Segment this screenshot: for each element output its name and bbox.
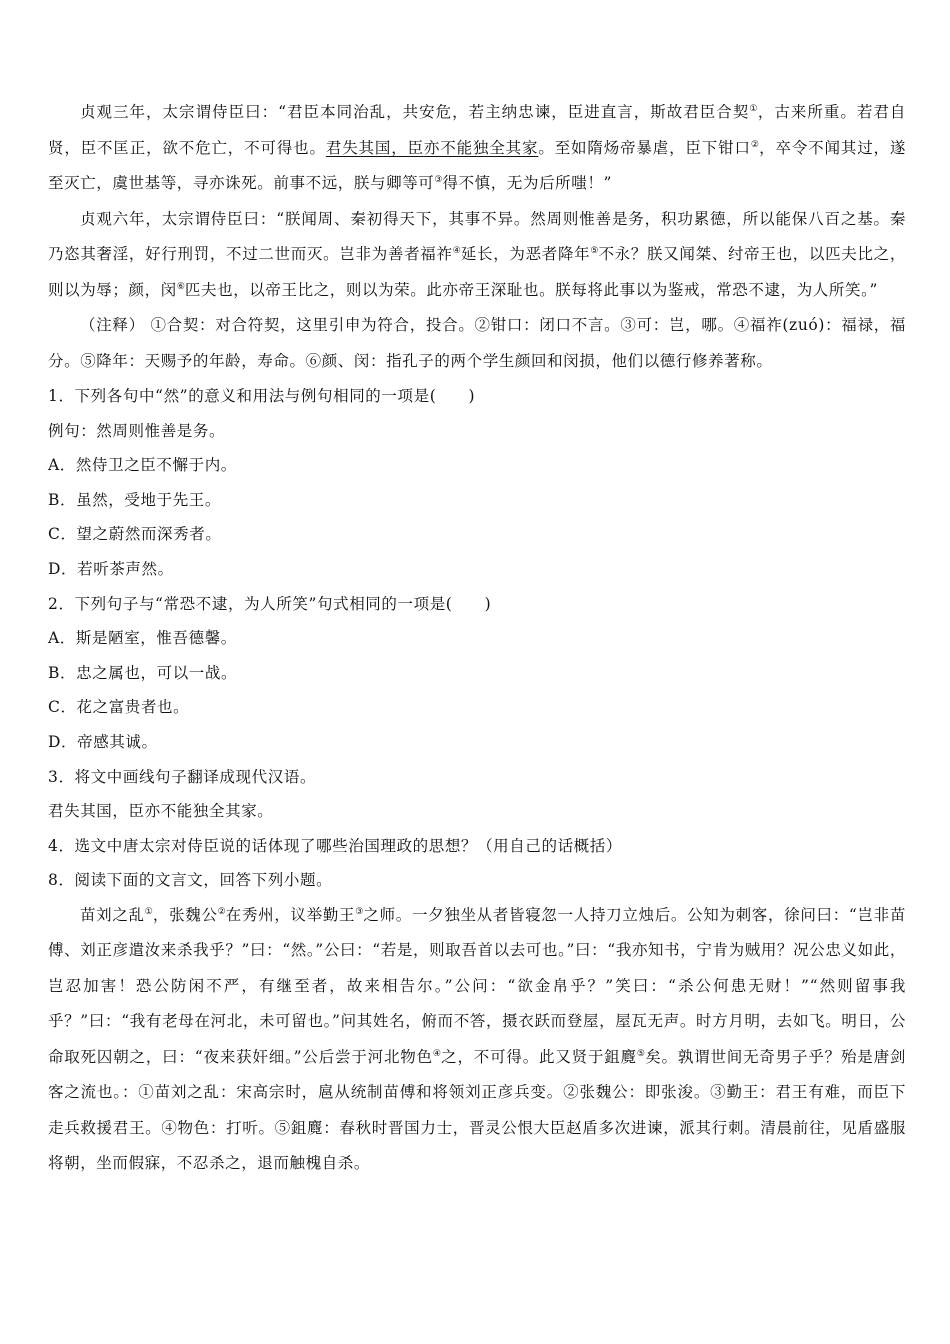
option-b: B．忠之属也，可以一战。 xyxy=(48,663,238,682)
footnote-ref: ① xyxy=(144,906,153,917)
passage2-paragraph xyxy=(48,898,906,1182)
passage1-paragraph1 xyxy=(48,95,906,202)
option-b: B．虽然，受地于先王。 xyxy=(48,490,221,509)
question-8: 8．阅读下面的文言文，回答下列小题。 xyxy=(48,871,333,890)
question-2: 2．下列句子与“常恐不逮，为人所笑”句式相同的一项是( ) xyxy=(48,594,492,613)
option-d: D．帝感其诚。 xyxy=(48,732,158,751)
text: ，卒令不闻其过，遂至灭亡，虞世基等，寻亦诛死。前事不远，朕与卿等可 xyxy=(48,138,906,192)
text: 贞观六年，太宗谓侍臣曰：“朕闻周、秦初得天下，其事不异。然周则惟善是务，积功累德，所以能保八百之基。秦乃恣其奢淫，好行刑罚，不过二世而灭。岂非为善者福祚 xyxy=(48,209,906,263)
translation-sentence: 君失其国，臣亦不能独全其家。 xyxy=(48,802,274,821)
footnote-ref: ③ xyxy=(355,906,364,917)
text: 匹夫也，以帝王比之，则以为荣。此亦帝王深耻也。朕每将此事以为鉴戒，常恐不逮，为人所笑。” xyxy=(184,280,878,299)
question-4: 4．选文中唐太宗对侍臣说的话体现了哪些治国理政的思想？（用自己的话概括） xyxy=(48,836,622,855)
option-a: A．斯是陋室，惟吾德馨。 xyxy=(48,629,237,648)
passage1-paragraph2 xyxy=(48,202,906,309)
example-sentence: 例句：然周则惟善是务。 xyxy=(48,421,226,440)
footnote-ref: ⑤ xyxy=(636,1048,646,1059)
footnote-ref: ② xyxy=(217,906,226,917)
footnote-ref: ③ xyxy=(434,175,443,185)
text: 之师。一夕独坐从者皆寝忽一人持刀立烛后。公知为刺客，徐问曰：“岂非苗傅、刘正彦遣汝来杀我乎？”曰：“然。”公曰：“若是，则取吾首以去可也。”曰：“我亦知书，宁肯为贼用？况公忠义如此，岂忍加害！恐公防闲不严，有继至者，故来相告尔。”公问：“欲金帛乎？”笑曰：“杀公何患无财！”“然则留事我乎？”曰：“我有老母在河北，未可留也。”问其姓名，俯而不答，摄衣跃而登屋，屋瓦无声。时方月明，去如飞。明日，公命取死囚朝之，曰：“夜来获奸细。”公后尝于河北物色 xyxy=(48,905,906,1066)
document-page xyxy=(48,95,906,1182)
footnote-ref: ④ xyxy=(452,246,461,256)
footnote-ref: ② xyxy=(750,139,760,150)
passage1-notes: （注释） ①合契：对合符契，这里引申为符合，投合。②钳口：闭口不言。③可：岂，哪。④福祚(zuó)：福禄，福分。⑤降年：天赐予的年龄，寿命。⑥颜、闵：指孔子的两个学生颜回和闵损，他们以德行修养著称。 xyxy=(48,316,906,370)
question-1: 1．下列各句中“然”的意义和用法与例句相同的一项是( ) xyxy=(48,387,476,405)
text: ，古来所重。若君自贤，臣不匡正，欲不危亡，不可得也。 xyxy=(48,103,906,157)
text: 贞观三年，太宗谓侍臣曰：“君臣本同治乱，共安危，若主纳忠谏，臣进直言，斯故君臣合契 xyxy=(80,103,750,121)
footnote-ref: ⑤ xyxy=(590,246,599,256)
underlined-sentence: 君失其国，臣亦不能独全其家 xyxy=(325,138,539,157)
footnote-ref: ④ xyxy=(432,1048,442,1059)
footnote-ref: ⑥ xyxy=(176,281,185,292)
footnote-ref: ① xyxy=(749,104,758,114)
text: 延长，为恶者降年 xyxy=(460,245,591,263)
text: 。至如隋炀帝暴虐，臣下钳口 xyxy=(538,138,751,157)
text: ，张魏公 xyxy=(152,905,218,924)
option-d: D．若听茶声然。 xyxy=(48,559,174,578)
text: 在秀州，议举勤王 xyxy=(225,905,356,924)
text: 之，不可得。此又贤于鉏麑 xyxy=(441,1047,637,1066)
text: 苗刘之乱 xyxy=(80,905,145,924)
text: 得不慎，无为后所嗤！” xyxy=(442,174,613,192)
text: 不永？朕又闻桀、纣帝王也，以匹夫比之，则以为辱；颜，闵 xyxy=(48,245,906,299)
option-a: A．然侍卫之臣不懈于内。 xyxy=(48,456,237,475)
option-c: C．花之富贵者也。 xyxy=(48,698,190,717)
text: 矣。孰谓世间无奇男子乎？殆是唐剑客之流也。：①苗刘之乱：宋高宗时，扈从统制苗傅和将领刘正彦兵变。②张魏公：即张浚。③勤王：君王有难，而臣下走兵救援君王。④物色：打听。⑤鉏麑：春秋时晋国力士，晋灵公恨大臣赵盾多次进谏，派其行刺。清晨前往，见盾盛服将朝，坐而假寐，不忍杀之，退而触槐自杀。 xyxy=(48,1047,906,1173)
question-3: 3．将文中画线句子翻译成现代汉语。 xyxy=(48,767,317,786)
option-c: C．望之蔚然而深秀者。 xyxy=(48,525,222,544)
